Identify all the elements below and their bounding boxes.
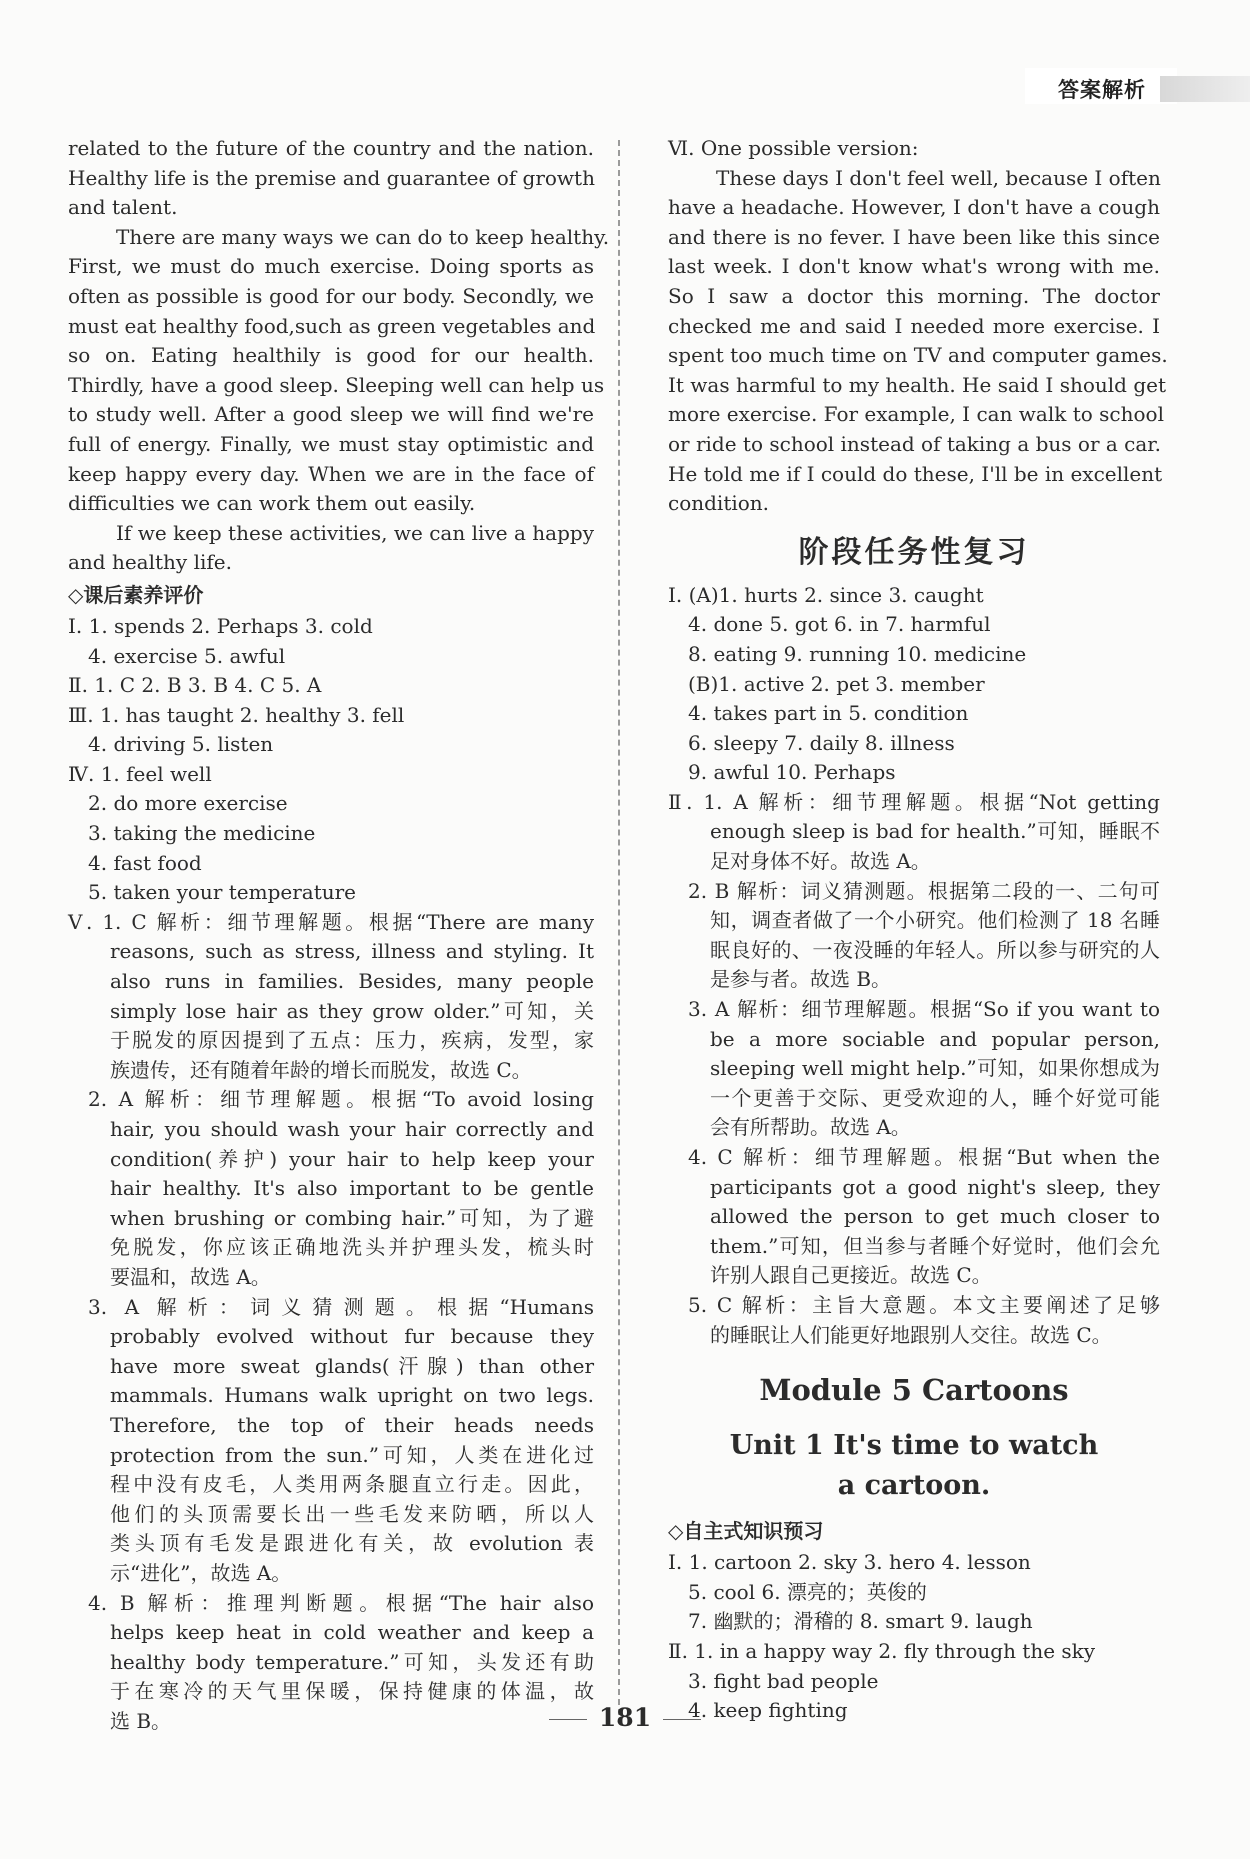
text-line: more exercise. For example, I can walk to school (668, 402, 1164, 427)
text-line: 4. B 解析：推理判断题。根据“The hair also (88, 1590, 594, 1615)
text-line: allowed the person to get much closer to (710, 1204, 1160, 1229)
text-line: Ⅰ. 1. spends 2. Perhaps 3. cold (68, 613, 373, 638)
text-line: 眠良好的、一夜没睡的年轻人。所以参与研究的人 (710, 937, 1160, 962)
text-line: have more sweat glands(汗腺) than other (110, 1353, 594, 1378)
text-line: Ⅰ. 1. cartoon 2. sky 3. hero 4. lesson (668, 1550, 1031, 1575)
text-line: 要温和，故选 A。 (110, 1264, 271, 1289)
text-line: last week. I don't know what's wrong with me. (668, 254, 1160, 279)
text-line: 5. taken your temperature (88, 880, 357, 905)
unit-title-line2: a cartoon. (837, 1470, 991, 1502)
text-line: 是参与者。故选 B。 (710, 967, 892, 992)
text-line: Ⅴ. 1. C 解析：细节理解题。根据“There are many (68, 909, 594, 934)
module-title: Module 5 Cartoons (759, 1373, 1069, 1408)
text-line: 2. do more exercise (88, 791, 288, 816)
text-line: them.”可知，但当参与者睡个好觉时，他们会允 (710, 1233, 1160, 1258)
text-line: 程中没有皮毛，人类用两条腿直立行走。因此， (110, 1472, 594, 1497)
text-line: Healthy life is the premise and guarantee of growth (68, 165, 595, 190)
text-line: Ⅵ. One possible version: (668, 136, 919, 160)
text-line: helps keep heat in cold weather and keep a (110, 1620, 594, 1645)
text-line: often as possible is good for our body. Secondly, we (68, 283, 594, 308)
column-divider (618, 140, 620, 1715)
text-line: Ⅲ. 1. has taught 2. healthy 3. fell (68, 702, 405, 727)
text-line: 4. keep fighting (688, 1698, 848, 1723)
text-line: 于在寒冷的天气里保暖，保持健康的体温，故 (110, 1679, 594, 1704)
text-line: condition. (668, 491, 770, 516)
text-line: 于脱发的原因提到了五点：压力，疾病，发型，家 (110, 1028, 594, 1053)
text-line: also runs in families. Besides, many people (110, 969, 594, 994)
review-title: 阶段任务性复习 (798, 534, 1030, 570)
text-line: Thirdly, have a good sleep. Sleeping well can help us (68, 372, 605, 397)
unit-title-line1: Unit 1 It's time to watch (729, 1430, 1099, 1462)
text-line: must eat healthy food,such as green vegetables and (68, 313, 596, 338)
text-line: 足对身体不好。故选 A。 (710, 849, 931, 874)
text-line: 3. fight bad people (688, 1668, 879, 1693)
text-line: or ride to school instead of taking a bus or a car. (668, 431, 1162, 456)
review-answers (668, 581, 1160, 1350)
text-line: simply lose hair as they grow older.”可知，关 (110, 998, 594, 1023)
text-line: He told me if I could do these, I'll be in excellent (668, 461, 1163, 486)
text-line: keep happy every day. When we are in the face of (68, 461, 594, 486)
text-line: (B)1. active 2. pet 3. member (688, 671, 985, 696)
text-line: sleeping well might help.”可知，如果你想成为 (710, 1056, 1160, 1081)
text-line: First, we must do much exercise. Doing sports as (68, 254, 594, 279)
page-number-text: 181 (598, 1703, 652, 1732)
text-line: hair, you should wash your hair correctly and (110, 1117, 594, 1141)
text-line: difficulties we can work them out easily. (68, 491, 476, 516)
text-line: condition(养护) your hair to help keep your (110, 1146, 594, 1171)
text-line: full of energy. Finally, we must stay optimistic and (68, 431, 594, 456)
text-line: checked me and said I needed more exercise. I (668, 313, 1160, 338)
text-line: to study well. After a good sleep we will find we're (68, 402, 594, 427)
text-line: ◇课后素养评价 (68, 582, 204, 607)
text-line: These days I don't feel well, because I often (716, 165, 1161, 190)
text-line: 许别人跟自己更接近。故选 C。 (710, 1263, 992, 1288)
header-title: 答案解析 (1058, 78, 1146, 102)
text-line: 一个更善于交际、更受欢迎的人，睡个好觉可能 (710, 1085, 1160, 1110)
text-line: Ⅱ. 1. A 解析：细节理解题。根据“Not getting (668, 789, 1160, 814)
text-line: 3. A 解析：词义猜测题。根据“Humans (88, 1294, 594, 1319)
text-line: 5. cool 6. 漂亮的；英俊的 (688, 1579, 927, 1604)
header-decoration (1160, 76, 1250, 102)
text-line: enough sleep is bad for health.”可知，睡眠不 (710, 819, 1160, 844)
text-line: 的睡眠让人们能更好地跟别人交往。故选 C。 (710, 1322, 1112, 1347)
text-line: 知，调查者做了一个小研究。他们检测了 18 名睡 (710, 908, 1160, 933)
text-line: 他们的头顶需要长出一些毛发来防晒，所以人 (110, 1501, 594, 1526)
text-line: Ⅱ. 1. C 2. B 3. B 4. C 5. A (68, 673, 322, 698)
text-line: It was harmful to my health. He said I should get (668, 372, 1166, 397)
text-line: 2. A 解析：细节理解题。根据“To avoid losing (88, 1087, 594, 1112)
text-line: 6. sleepy 7. daily 8. illness (688, 730, 955, 755)
text-line: 8. eating 9. running 10. medicine (688, 641, 1027, 666)
text-line: Therefore, the top of their heads needs (110, 1412, 594, 1437)
text-line: when brushing or combing hair.”可知，为了避 (110, 1205, 594, 1230)
text-line: probably evolved without fur because they (110, 1324, 594, 1349)
text-line: Ⅰ. (A)1. hurts 2. since 3. caught (668, 582, 984, 607)
text-line: If we keep these activities, we can live a happy (116, 520, 594, 545)
text-line: 2. B 解析：词义猜测题。根据第二段的一、二句可 (688, 878, 1160, 903)
text-line: 4. driving 5. listen (88, 732, 274, 757)
text-line: and there is no fever. I have been like this since (668, 224, 1160, 249)
text-line: 族遗传，还有随着年龄的增长而脱发，故选 C。 (110, 1057, 532, 1082)
text-line: 会有所帮助。故选 A。 (710, 1115, 911, 1140)
text-line: mammals. Humans walk upright on two legs. (110, 1383, 594, 1408)
text-line: 类头顶有毛发是跟进化有关，故 evolution 表 (110, 1531, 594, 1556)
text-line: 选 B。 (110, 1708, 172, 1733)
text-line: spent too much time on TV and computer games. (668, 343, 1168, 368)
text-line: So I saw a doctor this morning. The doctor (668, 283, 1160, 308)
text-line: 4. C 解析：细节理解题。根据“But when the (688, 1145, 1160, 1169)
text-line: 4. done 5. got 6. in 7. harmful (688, 612, 991, 637)
text-line: and healthy life. (68, 550, 232, 575)
text-line: related to the future of the country and the nation. (68, 136, 594, 160)
text-line: participants got a good night's sleep, they (710, 1174, 1160, 1199)
text-line: 9. awful 10. Perhaps (688, 760, 896, 785)
text-line: 4. takes part in 5. condition (688, 701, 969, 726)
text-line: Ⅱ. 1. in a happy way 2. fly through the sky (668, 1638, 1096, 1663)
text-line: 3. taking the medicine (88, 821, 316, 846)
text-line: 3. A 解析：细节理解题。根据“So if you want to (688, 997, 1160, 1022)
text-line: 示“进化”，故选 A。 (110, 1560, 292, 1585)
text-line: 5. C 解析：主旨大意题。本文主要阐述了足够 (688, 1292, 1160, 1317)
preview-section-heading: ◇自主式知识预习 (668, 1519, 824, 1544)
text-line: protection from the sun.”可知，人类在进化过 (110, 1442, 594, 1467)
text-line: healthy body temperature.”可知，头发还有助 (110, 1649, 594, 1674)
writing-sample (668, 134, 1168, 519)
text-line: so on. Eating healthily is good for our health. (68, 343, 594, 368)
text-line: have a headache. However, I don't have a cough (668, 195, 1160, 220)
left-column (68, 134, 610, 1736)
text-line: hair healthy. It's also important to be gentle (110, 1176, 594, 1201)
text-line: reasons, such as stress, illness and styling. It (110, 939, 594, 964)
text-line: Ⅳ. 1. feel well (68, 761, 212, 786)
page-number (520, 1703, 730, 1732)
text-line: 4. fast food (88, 850, 202, 875)
preview-answers (668, 1548, 1160, 1726)
text-line: 免脱发，你应该正确地洗头并护理头发，梳头时 (110, 1235, 594, 1260)
right-column (668, 134, 1168, 1726)
text-line: 4. exercise 5. awful (88, 643, 286, 668)
text-line: 7. 幽默的；滑稽的 8. smart 9. laugh (688, 1609, 1033, 1634)
text-line: and talent. (68, 195, 178, 220)
text-line: be a more sociable and popular person, (710, 1026, 1160, 1051)
text-line: There are many ways we can do to keep healthy. (116, 224, 610, 249)
